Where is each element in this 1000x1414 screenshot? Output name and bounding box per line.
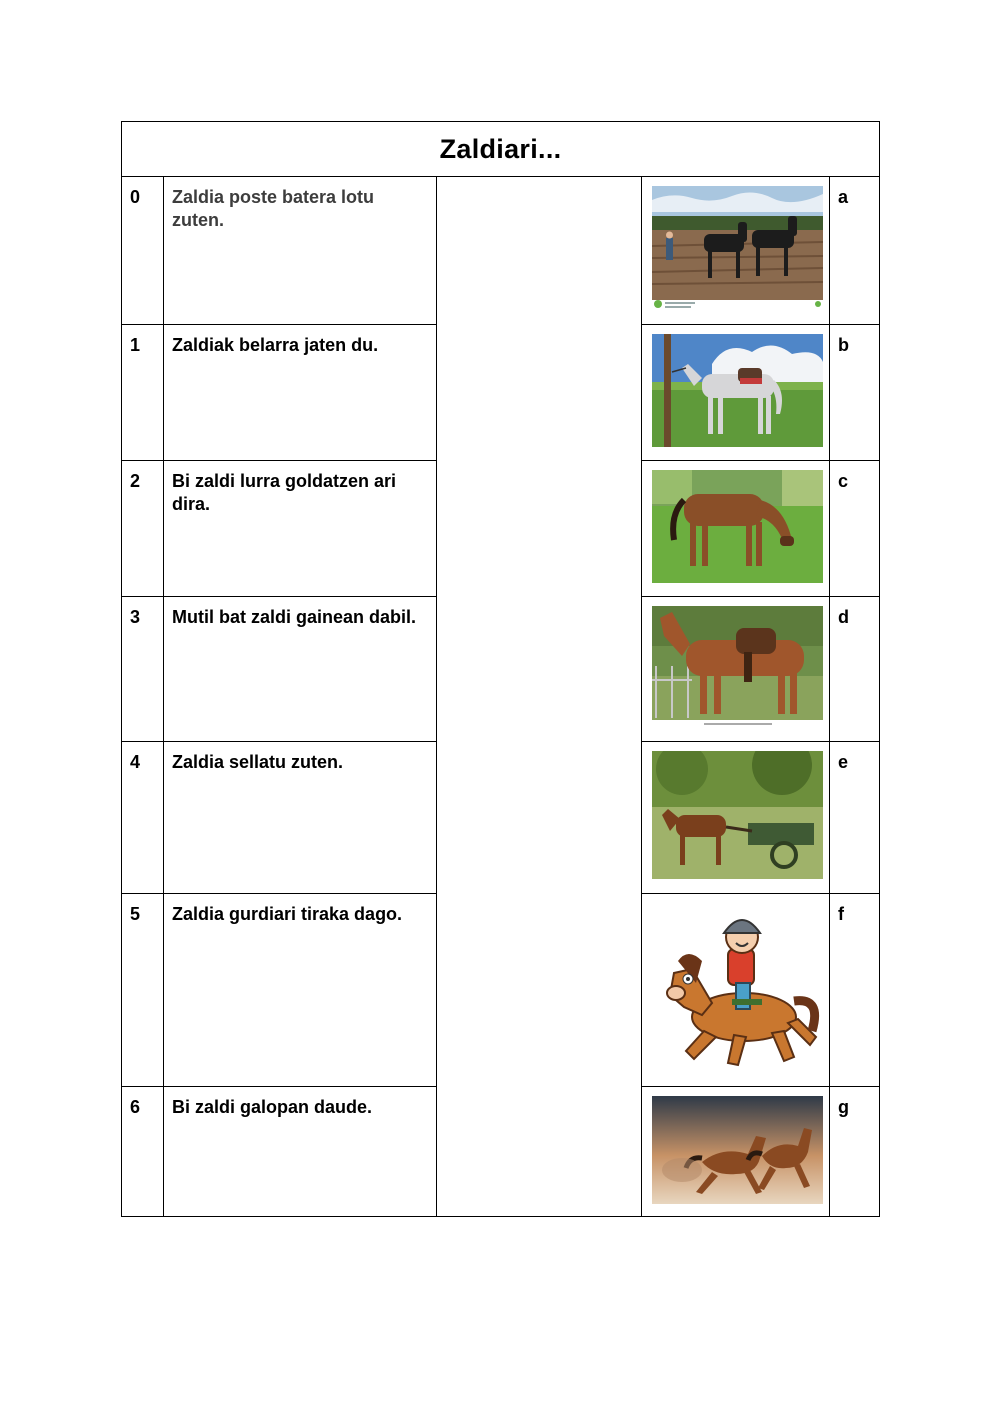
- picture-cell: [642, 742, 830, 894]
- row-number: 0: [122, 177, 164, 325]
- two-horses-plowing-photo: [652, 186, 823, 310]
- picture-letter: d: [830, 597, 880, 742]
- picture-cell: [642, 1087, 830, 1217]
- row-number: 1: [122, 325, 164, 461]
- row-number: 4: [122, 742, 164, 894]
- horse-pulling-cart-photo: [652, 751, 823, 879]
- picture-cell: [642, 597, 830, 742]
- saddled-brown-horse-photo: [652, 606, 823, 728]
- picture-letter: e: [830, 742, 880, 894]
- picture-letter: b: [830, 325, 880, 461]
- picture-cell: [642, 325, 830, 461]
- picture-cell: [642, 894, 830, 1087]
- picture-letter: f: [830, 894, 880, 1087]
- worksheet: [121, 121, 879, 1216]
- row-number: 3: [122, 597, 164, 742]
- sentence: Bi zaldi galopan daude.: [164, 1087, 437, 1217]
- two-horses-galloping-photo: [652, 1096, 823, 1204]
- worksheet-title: Zaldiari...: [122, 122, 880, 177]
- sentence: Mutil bat zaldi gainean dabil.: [164, 597, 437, 742]
- sentence: Bi zaldi lurra goldatzen ari dira.: [164, 461, 437, 597]
- row-number: 5: [122, 894, 164, 1087]
- sentence: Zaldia gurdiari tiraka dago.: [164, 894, 437, 1087]
- sentence: Zaldia poste batera lotu zuten.: [164, 177, 437, 325]
- picture-cell: [642, 461, 830, 597]
- picture-letter: c: [830, 461, 880, 597]
- sentence: Zaldia sellatu zuten.: [164, 742, 437, 894]
- matching-table: [121, 121, 880, 1217]
- row-number: 6: [122, 1087, 164, 1217]
- answer-column[interactable]: [437, 177, 642, 1217]
- picture-letter: g: [830, 1087, 880, 1217]
- row-number: 2: [122, 461, 164, 597]
- boy-riding-horse-cartoon: [652, 903, 823, 1073]
- brown-horse-grazing-photo: [652, 470, 823, 583]
- picture-letter: a: [830, 177, 880, 325]
- white-horse-tied-to-post-photo: [652, 334, 823, 447]
- picture-cell: [642, 177, 830, 325]
- sentence: Zaldiak belarra jaten du.: [164, 325, 437, 461]
